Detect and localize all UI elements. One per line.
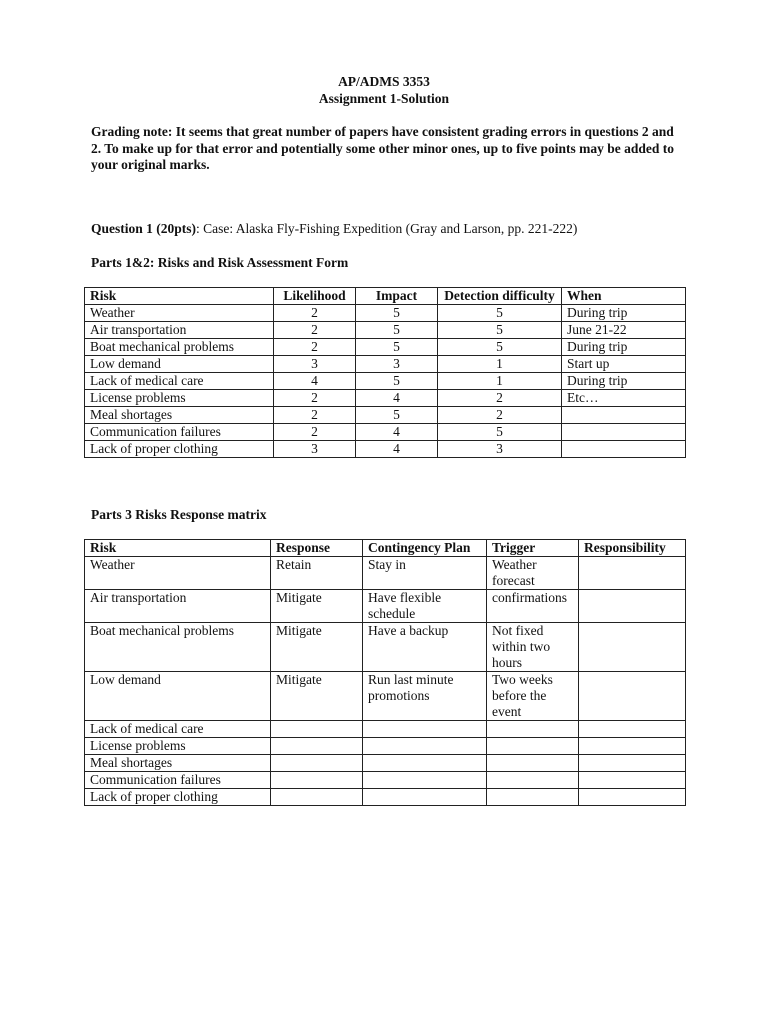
table-cell [487, 738, 579, 755]
table-cell [579, 755, 686, 772]
table-cell: Boat mechanical problems [85, 623, 271, 672]
table-cell [579, 721, 686, 738]
table-row [85, 772, 686, 789]
table-row [85, 623, 686, 672]
column-header: Risk [85, 288, 274, 305]
table-cell: 4 [274, 373, 356, 390]
table-cell: Boat mechanical problems [85, 339, 274, 356]
table-row [85, 424, 686, 441]
table-cell: Weather [85, 557, 271, 590]
table-cell: 5 [438, 424, 562, 441]
table-cell [363, 738, 487, 755]
question-1-label: Question 1 (20pts) [91, 221, 197, 236]
column-header: Trigger [487, 540, 579, 557]
table-cell: Air transportation [85, 322, 274, 339]
table-cell: Mitigate [271, 672, 363, 721]
assessment-heading: Parts 1&2: Risks and Risk Assessment Form [91, 255, 349, 270]
table-cell [579, 772, 686, 789]
risk-assessment-body [85, 305, 686, 458]
table-cell: 2 [274, 322, 356, 339]
table-header-row [85, 288, 686, 305]
column-header: Risk [85, 540, 271, 557]
table-row [85, 373, 686, 390]
table-cell: Have flexible schedule [363, 590, 487, 623]
table-cell: 3 [274, 356, 356, 373]
table-cell: Low demand [85, 356, 274, 373]
table-cell: Not fixed within two hours [487, 623, 579, 672]
table-cell: Lack of medical care [85, 721, 271, 738]
table-cell [363, 721, 487, 738]
table-row [85, 441, 686, 458]
table-cell: Retain [271, 557, 363, 590]
table-row [85, 557, 686, 590]
table-row [85, 407, 686, 424]
table-cell: 5 [438, 305, 562, 322]
table-cell: Have a backup [363, 623, 487, 672]
table-cell [271, 738, 363, 755]
table-cell: 5 [356, 407, 438, 424]
table-cell: Lack of proper clothing [85, 789, 271, 806]
table-cell: confirmations [487, 590, 579, 623]
table-cell: 2 [274, 305, 356, 322]
column-header: Contingency Plan [363, 540, 487, 557]
grading-note: Grading note: It seems that great number of papers have consistent grading errors in questions 2 and 2. To make up for that error and potentially some other minor ones, up to five points may be added to your original marks. [91, 124, 675, 172]
table-cell: Communication failures [85, 424, 274, 441]
table-cell: Lack of medical care [85, 373, 274, 390]
table-cell: Run last minute promotions [363, 672, 487, 721]
table-cell [562, 424, 686, 441]
risk-response-table [84, 539, 686, 806]
table-cell: Weather forecast [487, 557, 579, 590]
table-header-row [85, 540, 686, 557]
table-cell: Air transportation [85, 590, 271, 623]
table-row [85, 789, 686, 806]
table-cell [271, 789, 363, 806]
column-header: When [562, 288, 686, 305]
table-cell [487, 772, 579, 789]
table-cell: During trip [562, 305, 686, 322]
column-header: Responsibility [579, 540, 686, 557]
table-cell [579, 738, 686, 755]
table-cell [579, 590, 686, 623]
table-cell [579, 623, 686, 672]
column-header: Response [271, 540, 363, 557]
table-cell: 4 [356, 441, 438, 458]
column-header: Impact [356, 288, 438, 305]
table-cell: Stay in [363, 557, 487, 590]
table-cell: Start up [562, 356, 686, 373]
table-cell: Etc… [562, 390, 686, 407]
table-cell [487, 789, 579, 806]
table-row [85, 356, 686, 373]
table-cell: 2 [274, 407, 356, 424]
table-cell [363, 789, 487, 806]
table-cell: 5 [438, 339, 562, 356]
table-cell [363, 755, 487, 772]
table-cell: License problems [85, 390, 274, 407]
table-row [85, 390, 686, 407]
table-cell: 5 [356, 339, 438, 356]
table-cell [487, 721, 579, 738]
table-cell: 5 [356, 373, 438, 390]
table-cell: During trip [562, 339, 686, 356]
table-row [85, 738, 686, 755]
table-cell [487, 755, 579, 772]
table-cell: Lack of proper clothing [85, 441, 274, 458]
table-row [85, 755, 686, 772]
table-cell: Low demand [85, 672, 271, 721]
table-cell: 4 [356, 390, 438, 407]
table-cell: 2 [438, 407, 562, 424]
table-cell: Two weeks before the event [487, 672, 579, 721]
table-cell: 5 [356, 305, 438, 322]
table-cell: 3 [274, 441, 356, 458]
table-cell [363, 772, 487, 789]
question-1 [91, 221, 691, 238]
risk-response-body [85, 557, 686, 806]
column-header: Likelihood [274, 288, 356, 305]
table-cell: 2 [438, 390, 562, 407]
table-row [85, 721, 686, 738]
table-cell: 5 [438, 322, 562, 339]
table-cell [562, 441, 686, 458]
table-row [85, 672, 686, 721]
table-cell: During trip [562, 373, 686, 390]
table-cell [579, 557, 686, 590]
table-cell: 1 [438, 356, 562, 373]
response-heading: Parts 3 Risks Response matrix [91, 507, 267, 522]
risk-assessment-table [84, 287, 686, 458]
column-header: Detection difficulty [438, 288, 562, 305]
table-row [85, 339, 686, 356]
table-row [85, 590, 686, 623]
table-cell [579, 789, 686, 806]
table-cell: Meal shortages [85, 407, 274, 424]
assignment-title: Assignment 1-Solution [318, 91, 450, 106]
table-cell: 2 [274, 424, 356, 441]
table-row [85, 305, 686, 322]
table-cell: 4 [356, 424, 438, 441]
table-cell: Weather [85, 305, 274, 322]
table-cell: 1 [438, 373, 562, 390]
table-cell: Mitigate [271, 590, 363, 623]
table-cell: License problems [85, 738, 271, 755]
table-cell [562, 407, 686, 424]
table-cell: 2 [274, 390, 356, 407]
table-cell: 2 [274, 339, 356, 356]
table-cell: 3 [438, 441, 562, 458]
table-cell: Meal shortages [85, 755, 271, 772]
table-cell: Mitigate [271, 623, 363, 672]
table-cell: 5 [356, 322, 438, 339]
table-cell: 3 [356, 356, 438, 373]
question-1-text: : Case: Alaska Fly-Fishing Expedition (Gray and Larson, pp. 221-222) [196, 221, 578, 236]
table-cell [271, 772, 363, 789]
table-cell: June 21-22 [562, 322, 686, 339]
table-cell: Communication failures [85, 772, 271, 789]
course-code: AP/ADMS 3353 [338, 74, 430, 89]
table-row [85, 322, 686, 339]
table-cell [579, 672, 686, 721]
table-cell [271, 721, 363, 738]
table-cell [271, 755, 363, 772]
